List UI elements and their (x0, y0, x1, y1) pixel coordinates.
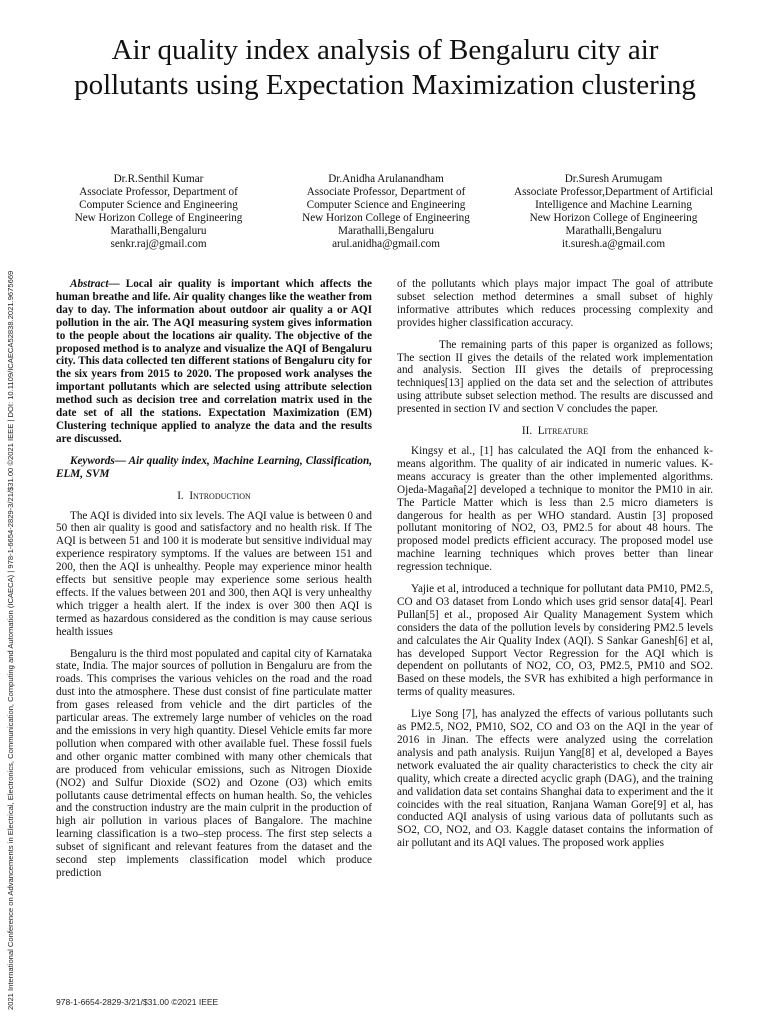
author-email: senkr.raj@gmail.com (110, 238, 207, 250)
doi-sidebar (6, 70, 20, 1010)
abstract (56, 278, 372, 446)
author-location: Marathalli,Bengaluru (110, 225, 207, 237)
sidebar-text: 2021 International Conference on Advancements in Electrical, Electronics, Communication, Computing and Automation (ICAECA) | 978-1-6654-2829-3/21/$31.00 ©2021 IEEE | DOI: 10.1109/ICAECA52838.2021.9675669 (6, 270, 15, 1010)
author-email: arul.anidha@gmail.com (332, 238, 440, 250)
intro-paragraph-2: Bengaluru is the third most populated and capital city of Karnataka state, India. The major sources of pollution in Bengaluru are from the roads. This comprises the various vehicles on the road and the road dust into the atmosphere. These dust consist of fine particulate matter from gases released from vehicle and the dirt particles of the particular areas. The extremely large number of vehicles on the road and the emissions in very high quantity. Diesel Vehicle emits far more pollution when compared with other available fuel. These fossil fuels and other organic matter combined with many other chemicals that are produced from vehicular emissions, such as Nitrogen Dioxide (NO2) and Sulfur Dioxide (SO2) and Ozone (O3) which emits pollutants cause detrimental effects on human health. So, the vehicles and the construction industry are the main culprit in the production of high air pollution in various places of Bangalore. The machine learning classification is a two–step process. The first step selects a subset of significant and relevant features from the dataset and the second step implements classification model which produce prediction (56, 647, 372, 879)
author-role: Associate Professor,Department of Artificial Intelligence and Machine Learning (513, 186, 713, 211)
author-org: New Horizon College of Engineering (302, 212, 470, 224)
author-email: it.suresh.a@gmail.com (561, 238, 666, 250)
author-name: Dr.Suresh Arumugam (564, 173, 663, 185)
section-title: Litreature (537, 425, 589, 438)
keywords-text: Air quality index, Machine Learning, Classification, ELM, SVM (56, 454, 372, 480)
section-number: I. (177, 489, 184, 502)
left-column (56, 278, 372, 889)
abstract-text: Local air quality is important which affects the human breathe and life. Air quality changes like the weather from day to day. The information about outdoor air quality a or AQI pollution in the air. The AQI measuring system gives information to the people about the locations air quality. The objective of the proposed method is to analyze and visualize the AQI of Bengaluru city. This data collected ten different stations of Bengaluru city for the six years from 2015 to 2020. The proposed work analyses the important pollutants which are selected using attribute selection method such as decision tree and correlation matrix used in the date set of all the stations. Expectation Maximization (EM) Clustering technique applied to analyze the data and the results are discussed. (56, 278, 372, 445)
author-location: Marathalli,Bengaluru (338, 225, 434, 237)
author-org: New Horizon College of Engineering (529, 212, 698, 224)
keywords (56, 455, 372, 481)
abstract-label: Abstract— (70, 278, 120, 290)
author-name: Dr.R.Senthil Kumar (113, 173, 204, 185)
intro-paragraph-1: The AQI is divided into six levels. The AQI value is between 0 and 50 then air quality is good and satisfactory and no health risk. If The AQI is between 51 and 100 it is moderate but sensitive individual may experience respiratory symptoms. If the values are between 151 and 200, then the AQI is unhealthy. People may experience minor health effects but sensitive people may experience some serious health effects. If the values between 201 and 300, then AQI is very unhealthy which trigger a health alert. If the index is over 300 then AQI is termed as hazardous considered as the condition is may cause serious health issues (56, 509, 372, 638)
author-3 (511, 173, 716, 251)
section-number: II. (521, 425, 533, 438)
author-location: Marathalli,Bengaluru (565, 225, 662, 237)
author-role: Associate Professor, Department of Computer Science and Engineering (79, 186, 238, 211)
keywords-label: Keywords— (70, 454, 126, 467)
paper-title: Air quality index analysis of Bengaluru city air pollutants using Expectation Maximization clustering (74, 34, 696, 101)
author-name: Dr.Anidha Arulanandham (328, 173, 444, 185)
literature-paragraph-1: Kingsy et al., [1] has calculated the AQI from the enhanced k-means algorithm. The quality of air indicated in numeric values. K-means accuracy is greater than the other implemented algorithms. Ojeda-Magaña[2] developed a technique to monitor the PM10 in air. The Particle Matter which is less than 2.5 micro diameters is dangerous for health as per WHO standard. Austin [3] proposed pollutant monitoring of NO2, O3, PM2.5 for about 48 hours. The proposed model predicts efficient accuracy. The proposed model use machine learning techniques which proves better than linear regression technique. (397, 444, 713, 574)
right-paragraph-2: The remaining parts of this paper is organized as follows; The section II gives the details of the related work implementation and analysis. Section III gives the details of preprocessing techniques[13] applied on the data set and the selection of attributes using attribute subset selection method. The results are discussed and presented in section IV and section V concludes the paper. (397, 338, 713, 416)
right-column (397, 278, 713, 859)
literature-paragraph-2: Yajie et al, introduced a technique for pollutant data PM10, PM2.5, CO and O3 dataset from Londo which uses grid sensor data[4]. Pearl Pullan[5] et al., proposed Air Quality Management System which considers the data of the pollution levels by considering PM2.5 levels and calculates the Air Quality Index (AQI). S Sankar Ganesh[6] et al, has developed Support Vector Regression for the AQI which is dependent on pollutants of NO2, CO, O3, PM2.5, PM10 and SO2. Based on these models, the SVR has exhibited a high performance in terms of quality measures. (397, 583, 713, 699)
author-block (56, 173, 716, 251)
author-org: New Horizon College of Engineering (74, 212, 243, 224)
section-heading-literature (397, 425, 713, 438)
section-title: Introduction (189, 489, 251, 502)
author-role: Associate Professor, Department of Computer Science and Engineering (306, 186, 466, 211)
literature-paragraph-3: Liye Song [7], has analyzed the effects of various pollutants such as PM2.5, NO2, PM10, SO2, CO and O3 on the AQI in the year of 2016 in Jinan. The effects were analyzed using the correlation analysis and path analysis. Ruijun Yang[8] et al, developed a Bayes network evaluated the air quality characteristics to check the city air quality, which create a directed acyclic graph (DAG), and the training and validation data set contains Shanghai data to experiment and the it coincides with the real situation, Ranjana Waman Gore[9] et al, has conducted AQI analysis of using various data of pollutants such as SO2, CO, NO2, and O3. Kaggle dataset contains the information of air pollutant and its AQI values. The proposed work applies (397, 708, 713, 850)
footer-copyright: 978-1-6654-2829-3/21/$31.00 ©2021 IEEE (56, 997, 219, 1007)
right-paragraph-1: of the pollutants which plays major impact The goal of attribute subset selection method determines a small subset of highly informative attributes which reduces processing complexity and provides higher classification accuracy. (397, 278, 713, 329)
author-1 (56, 173, 261, 251)
section-heading-introduction (56, 490, 372, 503)
author-2 (284, 173, 489, 251)
